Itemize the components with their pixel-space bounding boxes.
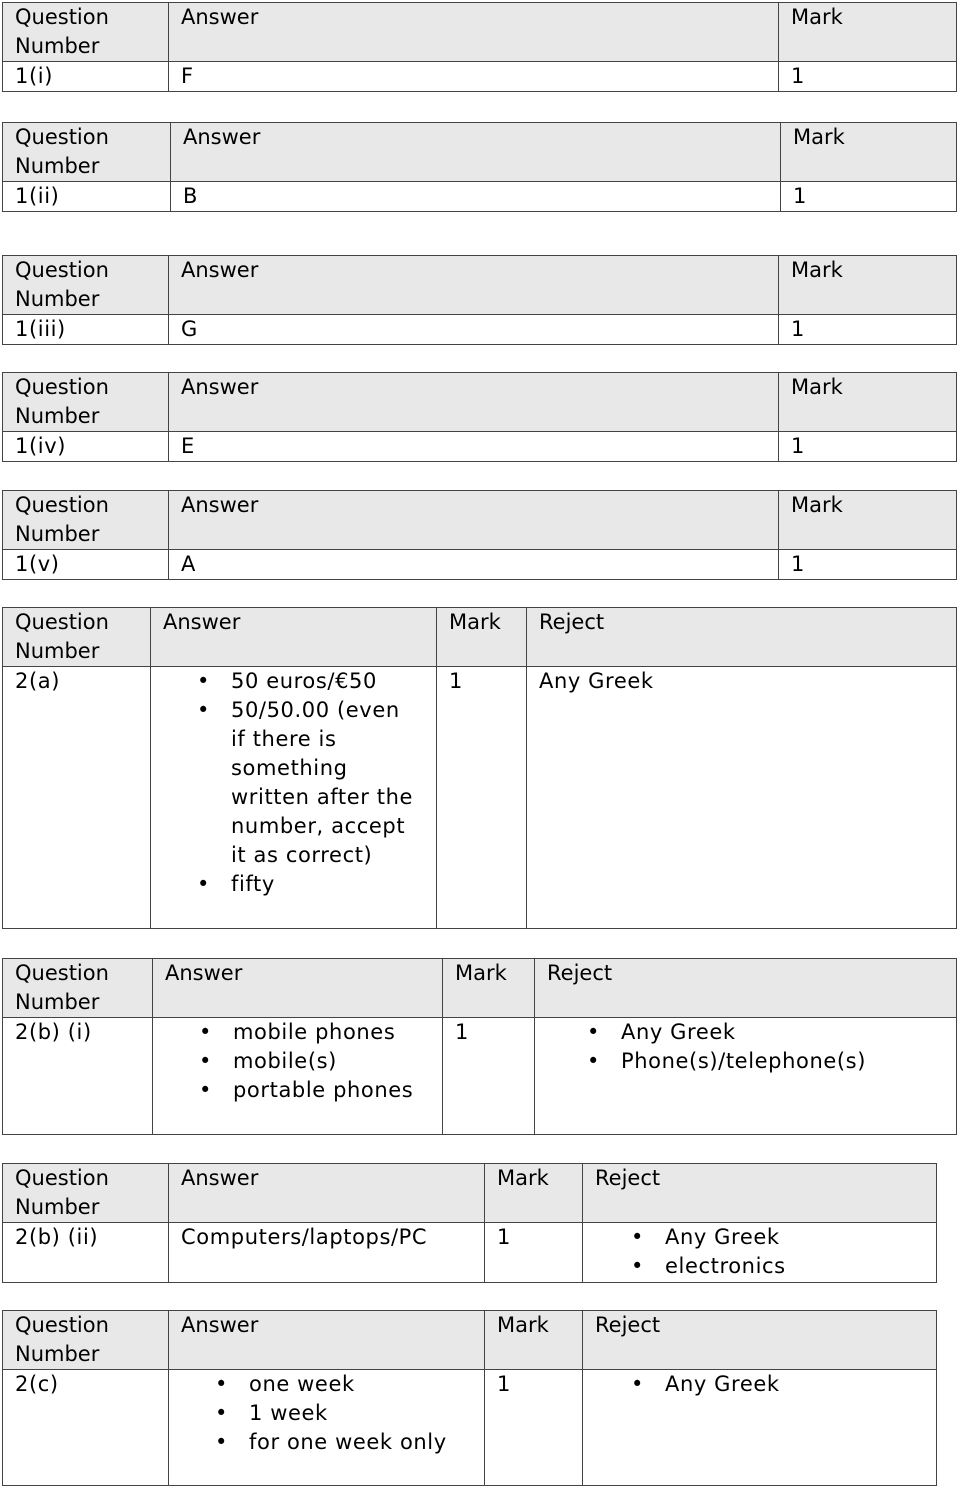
- list-item: • fifty: [197, 870, 416, 899]
- list-item: • mobile(s): [199, 1047, 432, 1076]
- reject-list: [631, 1223, 936, 1281]
- header-row: [3, 1164, 937, 1223]
- list-item: • Phone(s)/telephone(s): [587, 1047, 956, 1076]
- mark-table-1v: [2, 490, 957, 580]
- data-row: [3, 432, 957, 462]
- list-item: • 1 week: [215, 1399, 454, 1428]
- data-row: [3, 550, 957, 580]
- header-reject: Reject: [535, 959, 957, 1018]
- mark-cell: 1: [779, 62, 957, 92]
- header-row: [3, 123, 957, 182]
- header-row: [3, 608, 957, 667]
- header-question-number: Question Number: [3, 1311, 169, 1370]
- header-mark: Mark: [485, 1164, 583, 1223]
- header-mark: Mark: [437, 608, 527, 667]
- mark-table-1iii: [2, 255, 957, 345]
- question-number: 1(ii): [3, 182, 171, 212]
- mark-table-2a: [2, 607, 957, 929]
- list-item: • for one week only: [215, 1428, 454, 1457]
- list-item: • Any Greek: [587, 1018, 956, 1047]
- header-mark: Mark: [779, 3, 957, 62]
- mark-table-1i: [2, 2, 957, 92]
- list-item: • Any Greek: [631, 1370, 936, 1399]
- mark-table-2b-ii: [2, 1163, 937, 1283]
- header-question-number: Question Number: [3, 123, 171, 182]
- answer-cell: [151, 667, 437, 929]
- header-row: [3, 373, 957, 432]
- mark-cell: 1: [779, 432, 957, 462]
- reject-cell: Any Greek: [527, 667, 957, 929]
- answer-cell: Computers/laptops/PC: [169, 1223, 485, 1283]
- question-number: 2(a): [3, 667, 151, 929]
- reject-cell: [583, 1370, 937, 1486]
- header-mark: Mark: [781, 123, 957, 182]
- header-answer: Answer: [171, 123, 781, 182]
- header-answer: Answer: [169, 373, 779, 432]
- list-item: • mobile phones: [199, 1018, 432, 1047]
- header-row: [3, 256, 957, 315]
- header-answer: Answer: [169, 491, 779, 550]
- answer-cell: G: [169, 315, 779, 345]
- header-question-number: Question Number: [3, 256, 169, 315]
- header-reject: Reject: [583, 1164, 937, 1223]
- reject-cell: [583, 1223, 937, 1283]
- header-mark: Mark: [443, 959, 535, 1018]
- answer-cell: [153, 1018, 443, 1135]
- header-reject: Reject: [527, 608, 957, 667]
- question-number: 1(iv): [3, 432, 169, 462]
- mark-table-2c: [2, 1310, 937, 1486]
- data-row: [3, 182, 957, 212]
- mark-cell: 1: [437, 667, 527, 929]
- header-reject: Reject: [583, 1311, 937, 1370]
- header-answer: Answer: [169, 256, 779, 315]
- data-row: [3, 1018, 957, 1135]
- header-answer: Answer: [151, 608, 437, 667]
- mark-table-1ii: [2, 122, 957, 212]
- answer-list: [199, 1018, 432, 1105]
- header-mark: Mark: [779, 256, 957, 315]
- answer-cell: A: [169, 550, 779, 580]
- question-number: 1(v): [3, 550, 169, 580]
- list-item: • electronics: [631, 1252, 936, 1281]
- header-row: [3, 1311, 937, 1370]
- data-row: [3, 315, 957, 345]
- mark-cell: 1: [781, 182, 957, 212]
- header-row: [3, 959, 957, 1018]
- data-row: [3, 62, 957, 92]
- list-item: • portable phones: [199, 1076, 432, 1105]
- question-number: 2(b) (i): [3, 1018, 153, 1135]
- header-question-number: Question Number: [3, 491, 169, 550]
- answer-list: [215, 1370, 454, 1457]
- mark-cell: 1: [443, 1018, 535, 1135]
- question-number: 1(i): [3, 62, 169, 92]
- answer-cell: E: [169, 432, 779, 462]
- data-row: [3, 667, 957, 929]
- mark-cell: 1: [485, 1223, 583, 1283]
- header-row: [3, 3, 957, 62]
- reject-list: [631, 1370, 936, 1399]
- list-item: • one week: [215, 1370, 454, 1399]
- header-answer: Answer: [169, 3, 779, 62]
- header-mark: Mark: [485, 1311, 583, 1370]
- header-question-number: Question Number: [3, 959, 153, 1018]
- header-mark: Mark: [779, 491, 957, 550]
- answer-cell: F: [169, 62, 779, 92]
- list-item: • 50/50.00 (even if there is something written after the number, accept it as correct): [197, 696, 416, 870]
- header-answer: Answer: [169, 1164, 485, 1223]
- header-row: [3, 491, 957, 550]
- answer-cell: B: [171, 182, 781, 212]
- data-row: [3, 1223, 937, 1283]
- question-number: 1(iii): [3, 315, 169, 345]
- question-number: 2(c): [3, 1370, 169, 1486]
- header-answer: Answer: [169, 1311, 485, 1370]
- mark-table-1iv: [2, 372, 957, 462]
- header-mark: Mark: [779, 373, 957, 432]
- header-question-number: Question Number: [3, 373, 169, 432]
- mark-cell: 1: [779, 550, 957, 580]
- mark-cell: 1: [779, 315, 957, 345]
- mark-table-2b-i: [2, 958, 957, 1135]
- answer-list: [197, 667, 416, 899]
- answer-cell: [169, 1370, 485, 1486]
- header-question-number: Question Number: [3, 1164, 169, 1223]
- list-item: • Any Greek: [631, 1223, 936, 1252]
- reject-cell: [535, 1018, 957, 1135]
- header-answer: Answer: [153, 959, 443, 1018]
- header-question-number: Question Number: [3, 3, 169, 62]
- question-number: 2(b) (ii): [3, 1223, 169, 1283]
- header-question-number: Question Number: [3, 608, 151, 667]
- reject-list: [587, 1018, 956, 1076]
- data-row: [3, 1370, 937, 1486]
- mark-cell: 1: [485, 1370, 583, 1486]
- list-item: • 50 euros/€50: [197, 667, 416, 696]
